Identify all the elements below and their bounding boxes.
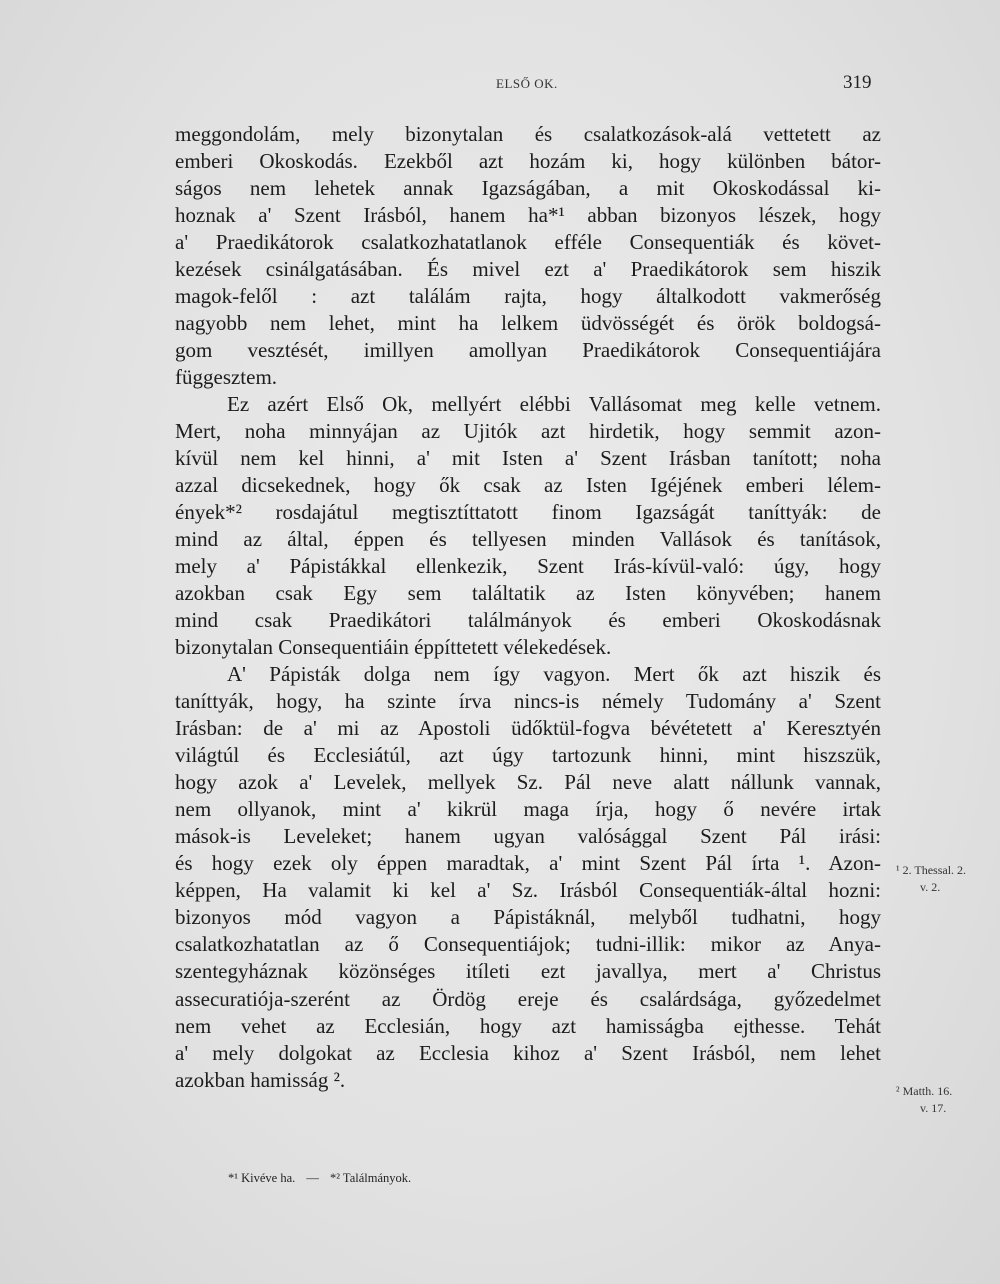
margin-note-matthew — [896, 1083, 952, 1117]
margin-note-line: v. 2. — [920, 880, 941, 894]
body-line: képpen, Ha valamit ki kel a' Sz. Irásból Consequentiák-által hozni: — [175, 878, 881, 903]
footnote: *¹ Kivéve ha. — [228, 1171, 296, 1185]
body-line: szentegyháznak közönséges itíleti ezt javallya, mert a' Christus — [175, 959, 881, 984]
footnote-separator: — — [306, 1171, 319, 1185]
body-line: és hogy ezek oly éppen maradtak, a' mint Szent Pál írta ¹. Azon- — [175, 851, 881, 876]
body-line: gom vesztését, imillyen amollyan Praedikátorok Consequentiájára — [175, 338, 881, 363]
body-line: nem vehet az Ecclesián, hogy azt hamisságba ejthesse. Tehát — [175, 1013, 881, 1038]
body-line: mind csak Praedikátori találmányok és emberi Okoskodásnak — [175, 608, 881, 633]
body-line: hoznak a' Szent Irásból, hanem ha*¹ abban bizonyos lészek, hogy — [175, 203, 881, 228]
margin-note-line: v. 17. — [920, 1101, 947, 1115]
body-line: a' mely dolgokat az Ecclesia kihoz a' Szent Irásból, nem lehet — [175, 1040, 881, 1065]
body-line: csalatkozhatatlan az ő Consequentiájok; tudni-illik: mikor az Anya- — [175, 932, 881, 957]
body-line: assecuratiója-szerént az Ördög ereje és csalárdsága, győzedelmet — [175, 986, 881, 1011]
page-number: 319 — [843, 72, 872, 93]
margin-note-thessalonians — [896, 862, 966, 896]
margin-note-line: ² Matth. 16. — [896, 1084, 953, 1098]
body-line: azzal dicsekednek, hogy ők csak az Isten Igéjének emberi lélem- — [175, 473, 881, 498]
body-line: függesztem. — [175, 365, 278, 390]
body-line: azokban hamisság ². — [175, 1067, 346, 1092]
body-line: Mert, noha minnyájan az Ujitók azt hirdetik, hogy semmit azon- — [175, 419, 881, 444]
body-line: A' Pápisták dolga nem így vagyon. Mert ők azt hiszik és — [227, 662, 881, 687]
body-line: kívül nem kel hinni, a' mit Isten a' Szent Irásban tanított; noha — [175, 446, 881, 471]
body-line: nagyobb nem lehet, mint ha lelkem üdvösségét és örök boldogsá- — [175, 311, 881, 336]
body-line: emberi Okoskodás. Ezekből azt hozám ki, hogy különben bátor- — [175, 149, 881, 174]
body-line: ények*² rosdajátul megtisztíttatott finom Igazságát taníttyák: de — [175, 500, 881, 525]
body-text — [175, 121, 881, 1094]
body-line: hogy azok a' Levelek, mellyek Sz. Pál neve alatt nállunk vannak, — [175, 770, 881, 795]
body-line: kezések csinálgatásában. És mivel ezt a' Praedikátorok sem hiszik — [175, 257, 881, 282]
body-line: Irásban: de a' mi az Apostoli üdőktül-fogva bévétetett a' Keresztyén — [175, 716, 881, 741]
body-line: Ez azért Első Ok, mellyért elébbi Vallásomat meg kelle vetnem. — [227, 392, 881, 417]
body-line: nem ollyanok, mint a' kikrül maga írja, hogy ő nevére irtak — [175, 797, 881, 822]
body-line: taníttyák, hogy, ha szinte írva nincs-is némely Tudomány a' Szent — [175, 689, 881, 714]
footnotes — [228, 1171, 419, 1186]
body-line: bizonytalan Consequentiáin éppíttetett vélekedések. — [175, 635, 612, 660]
body-line: meggondolám, mely bizonytalan és csalatkozások-alá vettetett az — [175, 122, 881, 146]
body-line: a' Praedikátorok csalatkozhatatlanok efféle Consequentiák és követ- — [175, 230, 881, 255]
body-line: azokban csak Egy sem találtatik az Isten könyvében; hanem — [175, 581, 881, 606]
running-title: ELSŐ OK. — [496, 76, 558, 91]
margin-note-line: ¹ 2. Thessal. 2. — [896, 863, 967, 877]
body-line: magok-felől : azt találám rajta, hogy általkodott vakmerőség — [175, 284, 881, 309]
body-line: világtúl és Ecclesiátúl, azt úgy tartozunk hinni, mint hiszszük, — [175, 743, 881, 768]
body-line: ságos nem lehetek annak Igazságában, a mit Okoskodással ki- — [175, 176, 881, 201]
body-line: bizonyos mód vagyon a Pápistáknál, melyből tudhatni, hogy — [175, 905, 881, 930]
body-line: mások-is Leveleket; hanem ugyan valósággal Szent Pál irási: — [175, 824, 881, 849]
footnote: *² Találmányok. — [330, 1171, 412, 1185]
body-line: mely a' Pápistákkal ellenkezik, Szent Irás-kívül-való: úgy, hogy — [175, 554, 881, 579]
body-line: mind az által, éppen és tellyesen minden Vallások és tanítások, — [175, 527, 881, 552]
